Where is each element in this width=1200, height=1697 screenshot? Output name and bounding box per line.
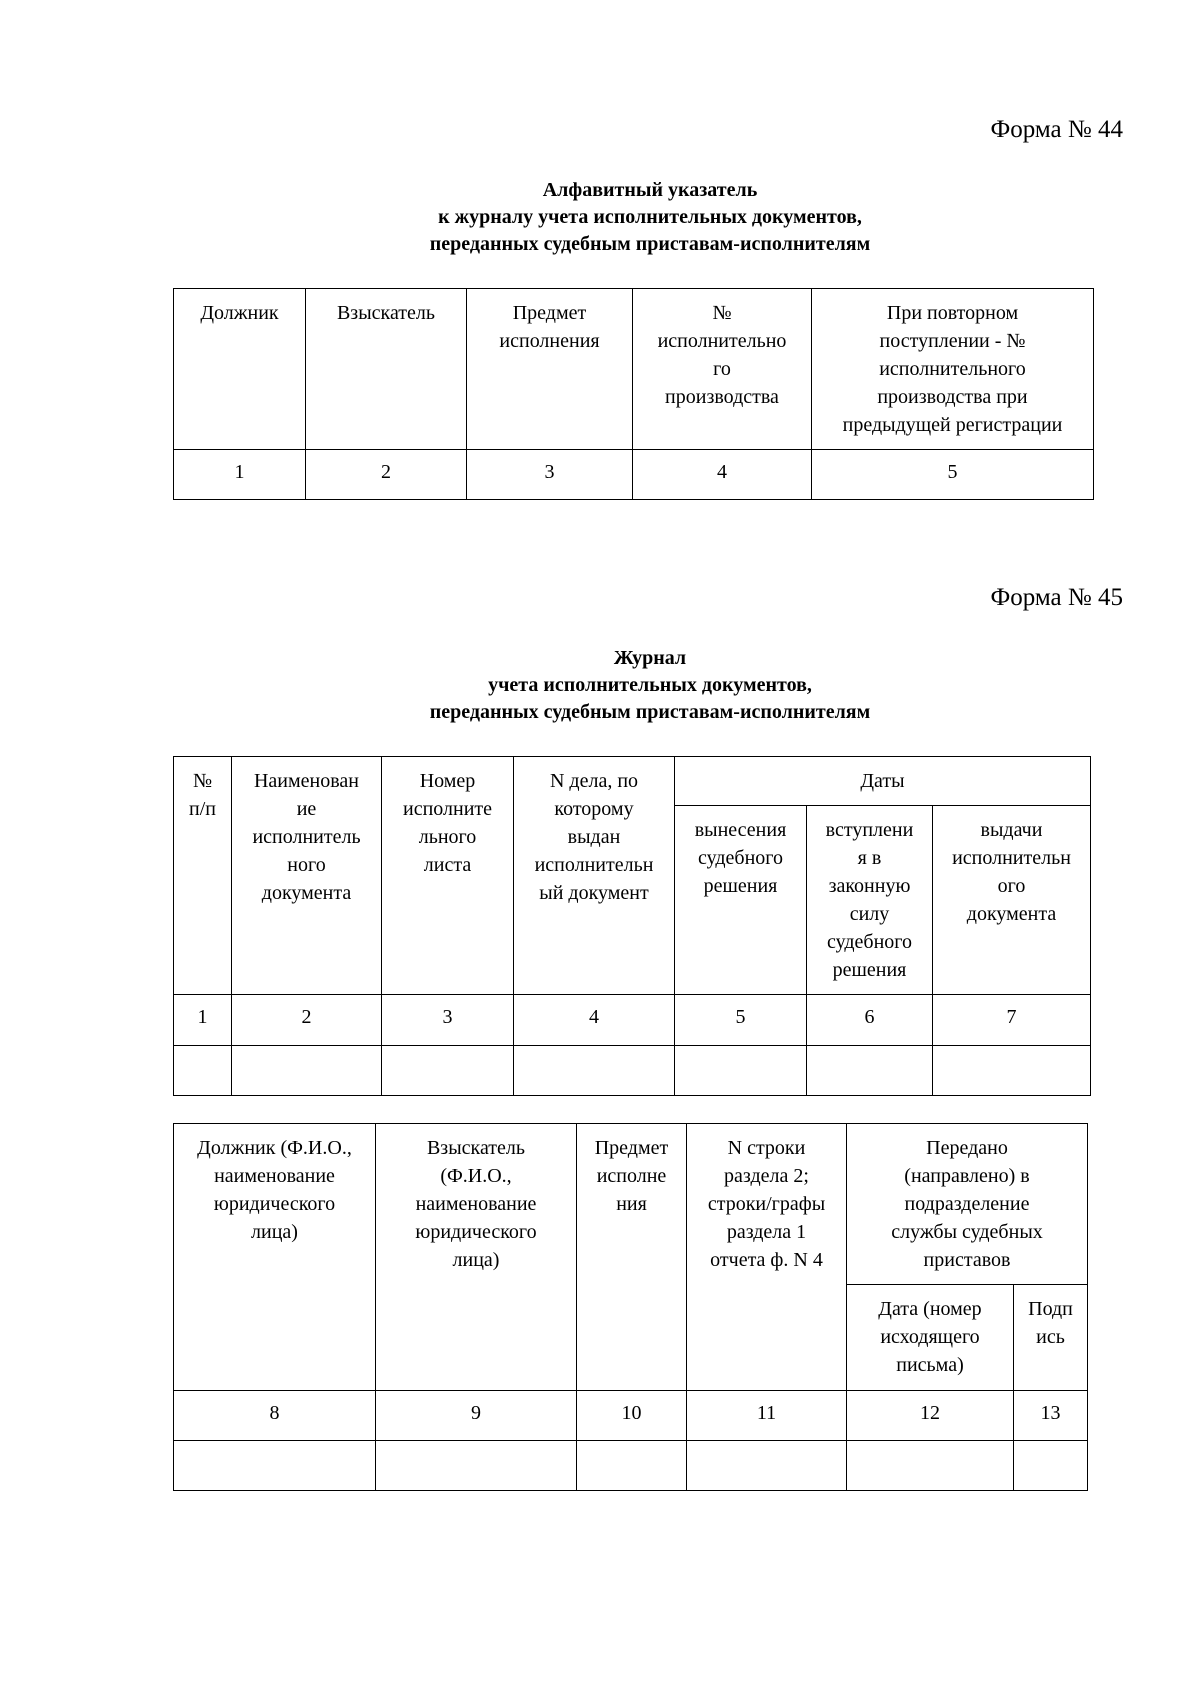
column-number: 5 bbox=[812, 450, 1094, 500]
column-header-index: № п/п bbox=[174, 757, 232, 995]
column-header-proceeding-number: № исполнительно го производства bbox=[633, 289, 812, 450]
form-45-title bbox=[0, 645, 1200, 726]
column-number: 4 bbox=[633, 450, 812, 500]
column-number: 4 bbox=[514, 995, 675, 1046]
column-number: 1 bbox=[174, 450, 306, 500]
column-header-claimant: Взыскатель (Ф.И.О., наименование юридического лица) bbox=[376, 1124, 577, 1391]
title-line: переданных судебным приставам-исполнителям bbox=[429, 701, 871, 723]
column-number: 9 bbox=[376, 1391, 577, 1441]
empty-cell bbox=[174, 1441, 376, 1491]
form-45-label: Форма № 45 bbox=[990, 584, 1123, 611]
table-empty-row bbox=[174, 1046, 1091, 1096]
empty-cell bbox=[577, 1441, 687, 1491]
column-number: 3 bbox=[467, 450, 633, 500]
column-header-subject: Предмет исполнения bbox=[467, 289, 633, 450]
column-header-report-line: N строки раздела 2; строки/графы раздела 1 отчета ф. N 4 bbox=[687, 1124, 847, 1391]
column-header-effective-date: вступлени я в законную силу судебного решения bbox=[807, 806, 933, 995]
column-header-debtor: Должник (Ф.И.О., наименование юридического лица) bbox=[174, 1124, 376, 1391]
empty-cell bbox=[174, 1046, 232, 1096]
title-line: к журналу учета исполнительных документов, bbox=[438, 206, 862, 228]
empty-cell bbox=[376, 1441, 577, 1491]
empty-cell bbox=[232, 1046, 382, 1096]
column-header-issue-date: выдачи исполнительн ого документа bbox=[933, 806, 1091, 995]
column-number: 11 bbox=[687, 1391, 847, 1441]
table-header-row bbox=[174, 289, 1094, 450]
empty-cell bbox=[1014, 1441, 1088, 1491]
column-number: 6 bbox=[807, 995, 933, 1046]
form-45-table-1 bbox=[173, 756, 1091, 1096]
column-number: 13 bbox=[1014, 1391, 1088, 1441]
column-header-decision-date: вынесения судебного решения bbox=[675, 806, 807, 995]
column-header-subject: Предмет исполне ния bbox=[577, 1124, 687, 1391]
column-group-transferred: Передано (направлено) в подразделение службы судебных приставов bbox=[847, 1124, 1088, 1285]
empty-cell bbox=[514, 1046, 675, 1096]
column-header-signature: Подп ись bbox=[1014, 1285, 1088, 1391]
empty-cell bbox=[847, 1441, 1014, 1491]
column-header-letter-date: Дата (номер исходящего письма) bbox=[847, 1285, 1014, 1391]
table-number-row bbox=[174, 1391, 1088, 1441]
empty-cell bbox=[687, 1441, 847, 1491]
column-header-document-name: Наименован ие исполнитель ного документа bbox=[232, 757, 382, 995]
table-header-row bbox=[174, 1124, 1088, 1285]
column-number: 2 bbox=[306, 450, 467, 500]
column-number: 2 bbox=[232, 995, 382, 1046]
column-header-repeat-registration: При повторном поступлении - № исполнительного производства при предыдущей регистрации bbox=[812, 289, 1094, 450]
column-header-case-number: N дела, по которому выдан исполнительн ый документ bbox=[514, 757, 675, 995]
column-number: 5 bbox=[675, 995, 807, 1046]
column-number: 12 bbox=[847, 1391, 1014, 1441]
form-45-table-2 bbox=[173, 1123, 1088, 1491]
column-number: 8 bbox=[174, 1391, 376, 1441]
column-header-writ-number: Номер исполните льного листа bbox=[382, 757, 514, 995]
empty-cell bbox=[933, 1046, 1091, 1096]
form-44-title bbox=[0, 177, 1200, 258]
title-line: учета исполнительных документов, bbox=[488, 674, 812, 696]
empty-cell bbox=[807, 1046, 933, 1096]
empty-cell bbox=[675, 1046, 807, 1096]
form-44-label: Форма № 44 bbox=[990, 116, 1123, 143]
table-header-row bbox=[174, 757, 1091, 806]
column-number: 7 bbox=[933, 995, 1091, 1046]
table-number-row bbox=[174, 995, 1091, 1046]
title-line: переданных судебным приставам-исполнителям bbox=[429, 233, 871, 255]
title-line: Журнал bbox=[613, 647, 687, 669]
form-44-table bbox=[173, 288, 1094, 500]
table-number-row bbox=[174, 450, 1094, 500]
column-header-claimant: Взыскатель bbox=[306, 289, 467, 450]
column-number: 10 bbox=[577, 1391, 687, 1441]
column-number: 1 bbox=[174, 995, 232, 1046]
empty-cell bbox=[382, 1046, 514, 1096]
column-header-debtor: Должник bbox=[174, 289, 306, 450]
column-number: 3 bbox=[382, 995, 514, 1046]
table-empty-row bbox=[174, 1441, 1088, 1491]
column-group-dates: Даты bbox=[675, 757, 1091, 806]
title-line: Алфавитный указатель bbox=[542, 179, 758, 201]
